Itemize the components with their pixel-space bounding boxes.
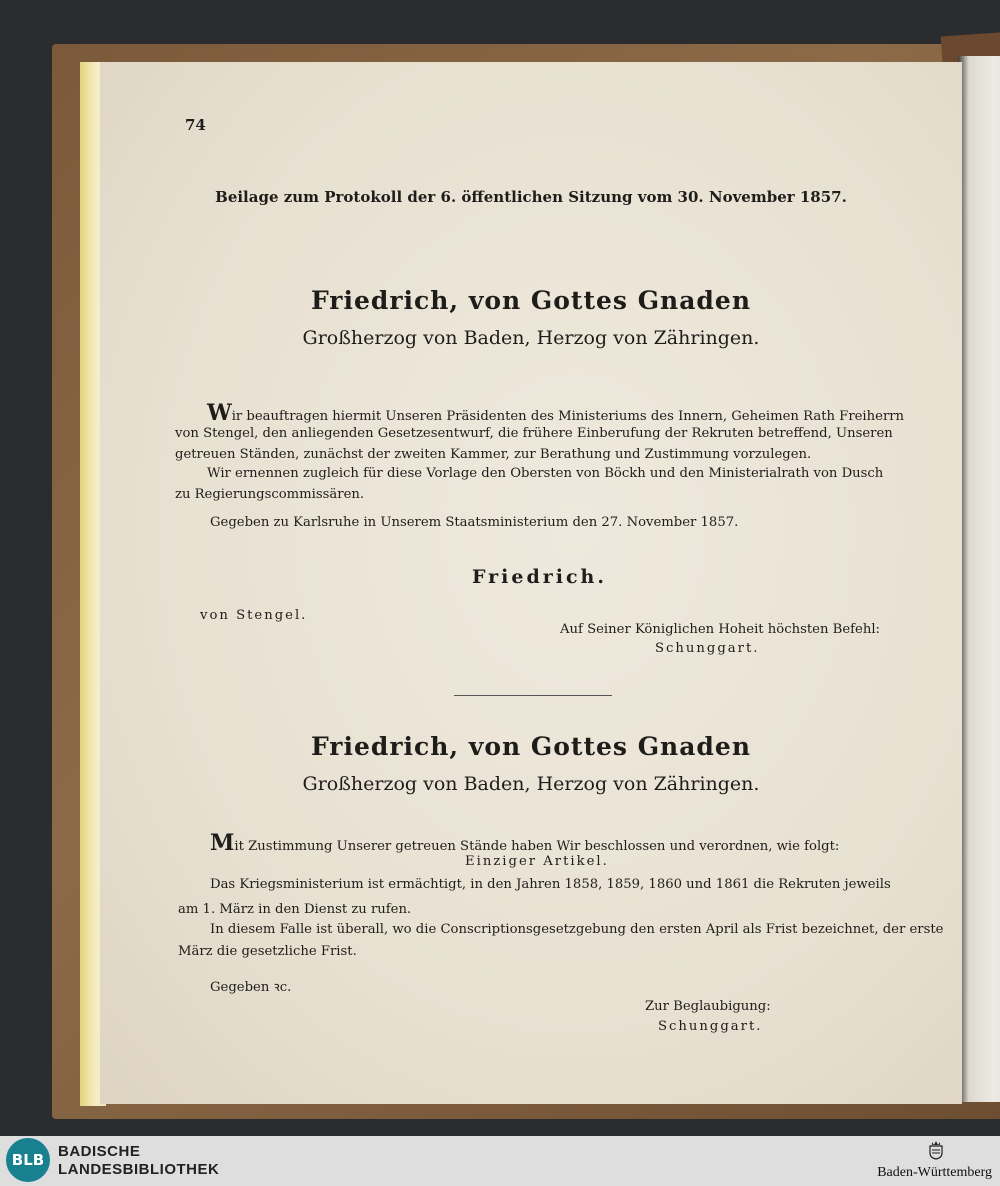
decree1-title: Friedrich, von Gottes Gnaden	[310, 286, 751, 315]
decree1-signature: Friedrich.	[472, 566, 607, 588]
facing-page-edge	[958, 56, 1000, 1102]
footer-bar	[0, 1136, 1000, 1186]
state-name: Baden-Württemberg	[877, 1165, 992, 1180]
decree2-article-line1: Das Kriegsministerium ist ermächtigt, in den Jahren 1858, 1859, 1860 und 1861 die Rekruten jeweils	[210, 877, 891, 892]
decree2-intro	[210, 830, 839, 856]
document-page	[100, 62, 962, 1104]
decree1-para1-line1	[207, 400, 904, 426]
decree1-para1-line3: getreuen Ständen, zunächst der zweiten Kammer, zur Berathung und Zustimmung vorzulegen.	[175, 447, 812, 462]
decree2-attest: Zur Beglaubigung:	[645, 999, 771, 1014]
decree2-subtitle: Großherzog von Baden, Herzog von Zähringen.	[302, 773, 760, 795]
section-divider	[454, 695, 612, 696]
decree1-order: Auf Seiner Königlichen Hoheit höchsten Befehl:	[560, 622, 880, 637]
blb-logo[interactable]: BLB	[6, 1138, 50, 1182]
decree2-article-line2: am 1. März in den Dienst zu rufen.	[178, 902, 412, 917]
decree1-para2-line2: zu Regierungscommissären.	[175, 487, 365, 502]
decree1-order-signer: Schunggart.	[655, 641, 760, 656]
para1-text-1: ir beauftragen hiermit Unseren Präsidenten des Ministeriums des Innern, Geheimen Rath Freiherrn	[231, 409, 905, 424]
supplement-heading: Beilage zum Protokoll der 6. öffentlichen Sitzung vom 30. November 1857.	[215, 188, 847, 206]
decree1-para2-line1: Wir ernennen zugleich für diese Vorlage den Obersten von Böckh und den Ministerialrath von Dusch	[207, 466, 884, 481]
library-name-line2: LANDESBIBLIOTHEK	[58, 1161, 220, 1178]
decree1-para1-line2: von Stengel, den anliegenden Gesetzesentwurf, die frühere Einberufung der Rekruten betreffend, Unseren	[175, 426, 893, 441]
decree2-attest-signer: Schunggart.	[658, 1019, 763, 1034]
intro-text: it Zustimmung Unserer getreuen Stände haben Wir beschlossen und verordnen, wie folgt:	[234, 839, 840, 854]
decree2-article-line3: In diesem Falle ist überall, wo die Conscriptionsgesetzgebung den ersten April als Frist bezeichnet, der erste	[210, 922, 944, 937]
decree1-subtitle: Großherzog von Baden, Herzog von Zähringen.	[302, 327, 760, 349]
drop-cap: M	[210, 830, 235, 856]
decree2-given: Gegeben ꝛc.	[210, 980, 292, 995]
decree2-article-line4: März die gesetzliche Frist.	[178, 944, 357, 959]
decree1-given: Gegeben zu Karlsruhe in Unserem Staatsministerium den 27. November 1857.	[210, 515, 739, 530]
drop-cap: W	[207, 400, 232, 426]
library-name	[58, 1143, 219, 1179]
library-name-line1: BADISCHE	[58, 1143, 141, 1160]
decree1-countersign: von Stengel.	[200, 608, 308, 623]
page-number: 74	[185, 116, 206, 134]
article-heading: Einziger Artikel.	[465, 854, 609, 869]
coat-of-arms-icon	[928, 1140, 944, 1160]
decree2-title: Friedrich, von Gottes Gnaden	[310, 732, 751, 761]
